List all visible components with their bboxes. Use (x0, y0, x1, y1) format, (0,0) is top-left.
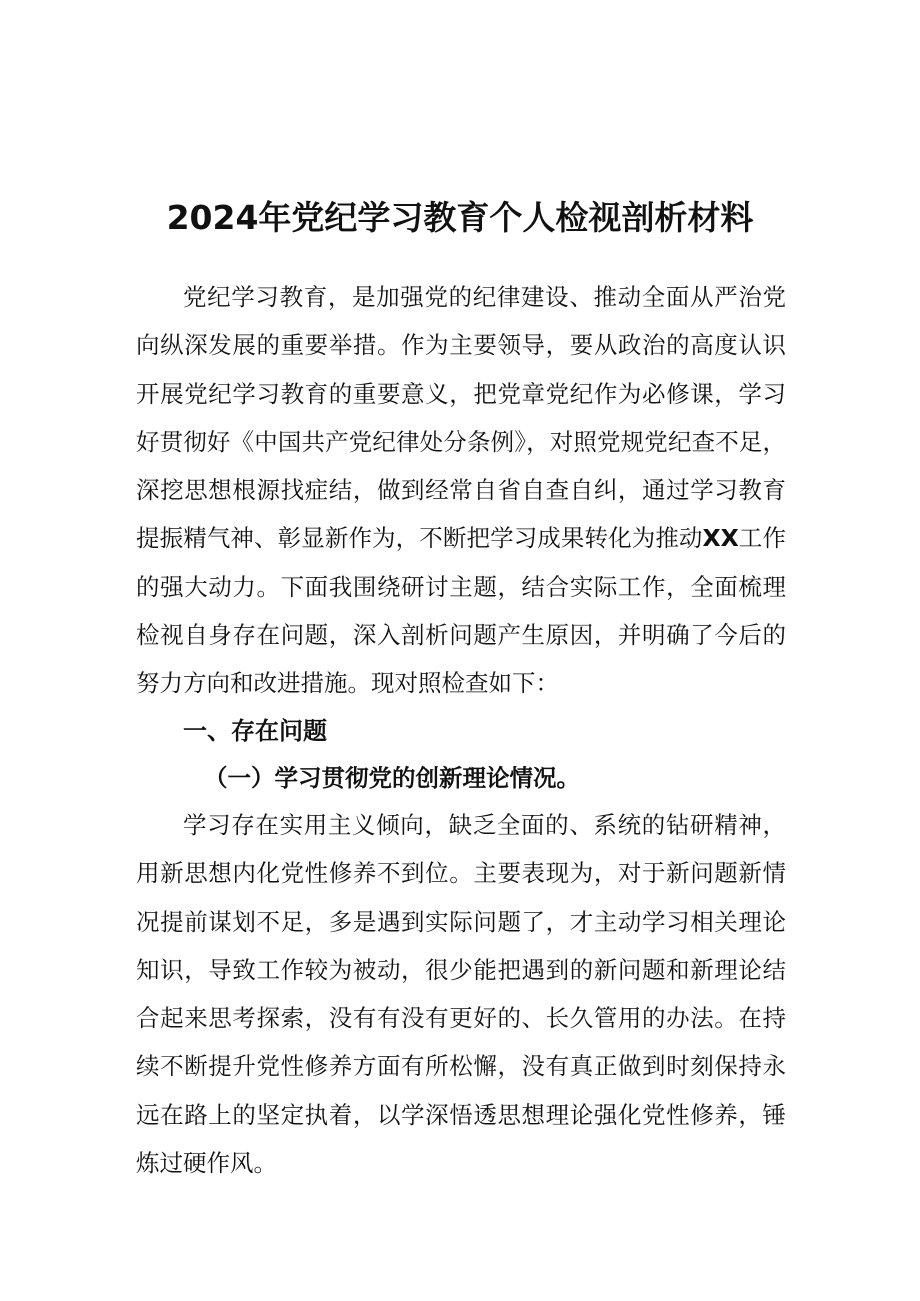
subsection-paragraph-theory-study: 学习存在实用主义倾向，缺乏全面的、系统的钻研精神，用新思想内化党性修养不到位。主要表现为，对于新问题新情况提前谋划不足，多是遇到实际问题了，才主动学习相关理论知识，导致工作较为被动，很少能把遇到的新问题和新理论结合起来思考探索，没有有没有更好的、长久管用的办法。在持续不断提升党性修养方面有所松懈，没有真正做到时刻保持永远在路上的坚定执着，以学深悟透思想理论强化党性修养，锤炼过硬作风。 (136, 811, 786, 1178)
intro-paragraph (136, 273, 786, 708)
intro-text-part2: 工作的强大动力。下面我围绕研讨主题，结合实际工作，全面梳理检视自身存在问题，深入剖析问题产生原因，并明确了今后的努力方向和改进措施。现对照检查如下： (136, 524, 787, 698)
subsection-heading-theory-study: （一）学习贯彻党的创新理论情况。 (204, 764, 580, 792)
section-heading-problems: 一、存在问题 (183, 717, 327, 745)
intro-text-part1: 党纪学习教育，是加强党的纪律建设、推动全面从严治党向纵深发展的重要举措。作为主要领导，要从政治的高度认识开展党纪学习教育的重要意义，把党章党纪作为必修课，学习好贯彻好《中国共产党纪律处分条例》，对照党规党纪查不足，深挖思想根源找症结，做到经常自省自查自纠，通过学习教育提振精气神、彰显新作为，不断把学习成果转化为推动 (136, 283, 786, 553)
placeholder-xx: XX (702, 524, 739, 553)
document-title: 2024年党纪学习教育个人检视剖析材料 (166, 198, 754, 238)
